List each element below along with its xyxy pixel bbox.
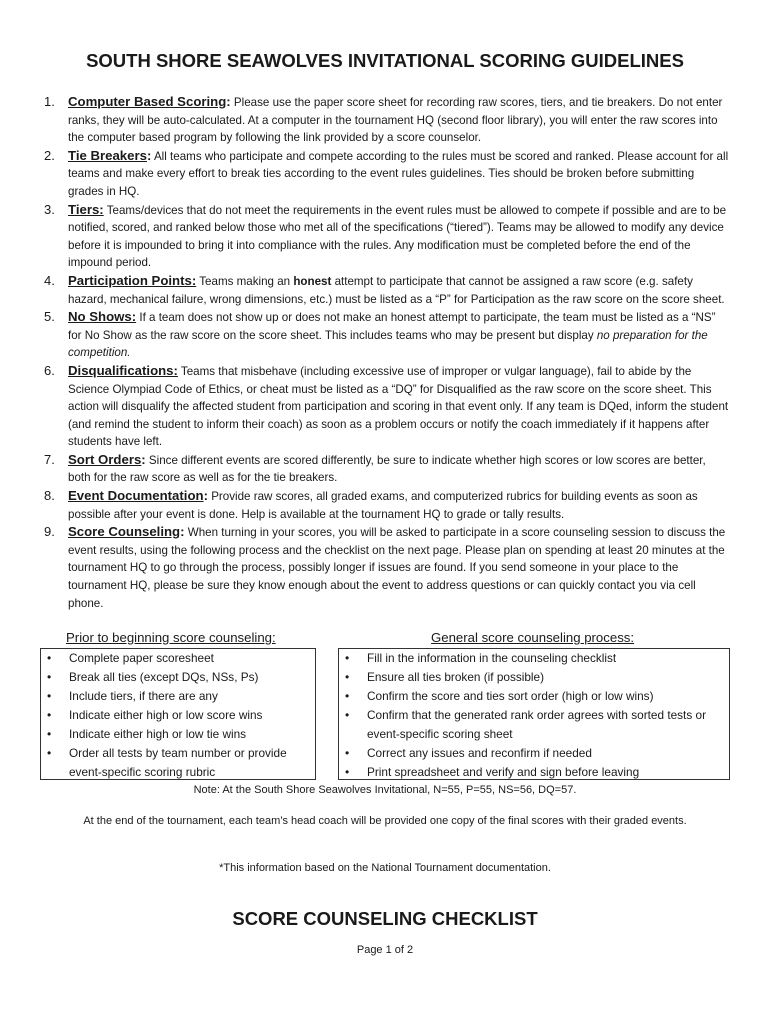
checklist-title: SCORE COUNSELING CHECKLIST [232,908,538,929]
rule-item [40,487,730,523]
rule-body: All teams who participate and compete according to the rules must be scored and ranked. Please account for all teams and make every effort to break ties according to the event rules guidelines. Ties should be broken before submitting grades in HQ. [68,149,729,198]
rule-colon: : [180,524,185,540]
rule-heading: Disqualifications: [68,362,178,378]
rule-item [40,93,730,147]
list-item [41,687,315,706]
rule-body: Teams/devices that do not meet the requirements in the event rules must be allowed to compete if possible and are to be notified, scored, and ranked below those who met all of the specifications (“tiered”). Teams may be allowed to modify any device before it is impounded to bring it into compliance with the rules. Any modification must be completed before the end of the impound period. [68,203,727,270]
list-item [41,649,315,668]
rule-body: Teams that misbehave (including excessive use of improper or vulgar language), fail to abide by the Science Olympiad Code of Ethics, or cheat must be listed as a “DQ” for Disqualified as the raw score on the score sheet. This action will disqualify the affected student from participation and scoring in that event only. If any team is DQed, inform the student (and remind the student to inform their coach) as soon as a problem occurs or notify the coach immediately if it happens after students have left. [68,364,729,449]
list-item [41,706,315,725]
list-item [41,725,315,744]
rules-list [40,93,730,612]
rule-body: Since different events are scored differently, be sure to indicate whether high scores or low scores are better, both for the raw score as well as for the tie breakers. [68,453,706,485]
bullet-icon: • [345,689,350,703]
prior-checklist [41,649,315,782]
bullet-icon: • [47,708,52,722]
rule-italic: no preparation for the competition. [68,328,708,360]
list-item-text: Indicate either high or low score wins [69,708,263,722]
list-item-text: Fill in the information in the counseling checklist [367,651,617,665]
rule-heading: Event Documentation [68,488,204,504]
list-item [41,744,315,782]
prior-checklist-box [40,648,316,780]
bullet-icon: • [47,689,52,703]
list-item [339,668,729,687]
bullet-icon: • [345,670,350,684]
list-item-text: Ensure all ties broken (if possible) [367,670,545,684]
list-item [339,706,729,744]
rule-colon: : [226,94,231,109]
list-item-text: Break all ties (except DQs, NSs, Ps) [69,670,259,684]
rule-number: 2. [44,147,55,163]
rule-body: attempt to participate that cannot be assigned a raw score (e.g. safety hazard, mechanical failure, wrong dimensions, etc.) must be listed as a “P” for Participation as the raw score on the score sheet. [68,274,725,306]
list-item [41,668,315,687]
rule-number: 8. [44,488,55,504]
rule-item [40,451,730,487]
bullet-icon: • [47,746,52,760]
bullet-icon: • [345,651,350,665]
rule-heading: Tie Breakers [68,147,147,163]
rule-number: 3. [44,201,55,217]
rule-emphasis: honest [293,274,332,288]
list-item-text: Print spreadsheet and verify and sign before leaving [367,765,640,779]
list-item [339,649,729,668]
list-item-text: Confirm that the generated rank order agrees with sorted tests or event-specific scoring sheet [367,708,707,741]
general-checklist [339,649,729,782]
rule-body: Teams making an [196,274,294,288]
rule-item [40,147,730,201]
bullet-icon: • [345,708,350,722]
bullet-icon: • [47,727,52,741]
rule-number: 5. [44,309,55,325]
bullet-icon: • [345,765,350,779]
rule-heading: Computer Based Scoring [68,94,227,109]
general-checklist-box [338,648,730,780]
tournament-note: Note: At the South Shore Seawolves Invitational, N=55, P=55, NS=56, DQ=57. [193,784,577,796]
list-item-text: Correct any issues and reconfirm if needed [367,746,592,760]
rule-body: Please use the paper score sheet for recording raw scores, tiers, and tie breakers. Do not enter ranks, they will be auto-calculated. At a computer in the tournament HQ (second floor library), you will enter the raw scores into the computer based program by following the link provided by a score counselor. [68,96,723,145]
source-note: *This information based on the National Tournament documentation. [219,862,551,874]
list-item-text: Include tiers, if there are any [69,689,218,703]
list-item [339,763,729,782]
rule-heading: No Shows: [68,309,137,325]
rule-heading: Score Counseling [68,524,181,540]
rule-item [40,272,730,308]
rule-number: 4. [44,272,55,288]
bullet-icon: • [345,746,350,760]
rule-number: 1. [44,94,55,109]
rule-body: When turning in your scores, you will be asked to participate in a score counseling session to discuss the event results, using the following process and the checklist on the next page. Please plan on spending at least 20 minutes at the tournament HQ to go through the process, possibly longer if issues are found. If you send someone in your place to the tournament HQ, please be sure they know enough about the event to address questions or can quickly contact you via cell phone. [68,526,726,610]
rule-number: 9. [44,524,55,540]
rule-item [40,308,730,362]
list-item [339,744,729,763]
list-item-text: Confirm the score and ties sort order (high or low wins) [367,689,654,703]
rule-item [40,362,730,451]
bullet-icon: • [47,651,52,665]
general-heading: General score counseling process: [431,630,635,645]
rule-colon: : [141,451,146,467]
rule-item [40,523,730,612]
bullet-icon: • [47,670,52,684]
rule-number: 6. [44,362,55,378]
list-item [339,687,729,706]
rule-heading: Sort Orders [68,451,142,467]
list-item-text: Indicate either high or low tie wins [69,727,247,741]
page-title: SOUTH SHORE SEAWOLVES INVITATIONAL SCORING GUIDELINES [86,50,684,71]
rule-item [40,201,730,272]
rule-colon: : [146,147,152,163]
rule-colon: : [203,488,208,504]
rule-number: 7. [44,451,55,467]
rule-body: Provide raw scores, all graded exams, and computerized rubrics for building events as soon as possible after your event is done. Help is available at the tournament HQ to grade or tally results. [68,490,698,521]
prior-heading: Prior to beginning score counseling: [66,630,276,645]
rule-heading: Participation Points: [68,272,197,288]
list-item-text: Order all tests by team number or provide event-specific scoring rubric [69,746,287,779]
final-scores-note: At the end of the tournament, each team’s head coach will be provided one copy of the final scores with their graded events. [83,815,687,827]
rule-heading: Tiers: [68,201,104,217]
rule-body: If a team does not show up or does not make an honest attempt to participate, the team must be listed as a “NS” for No Show as the raw score on the score sheet. This includes teams who may be present but display [68,311,716,342]
list-item-text: Complete paper scoresheet [69,651,214,665]
page-number: Page 1 of 2 [356,944,414,956]
